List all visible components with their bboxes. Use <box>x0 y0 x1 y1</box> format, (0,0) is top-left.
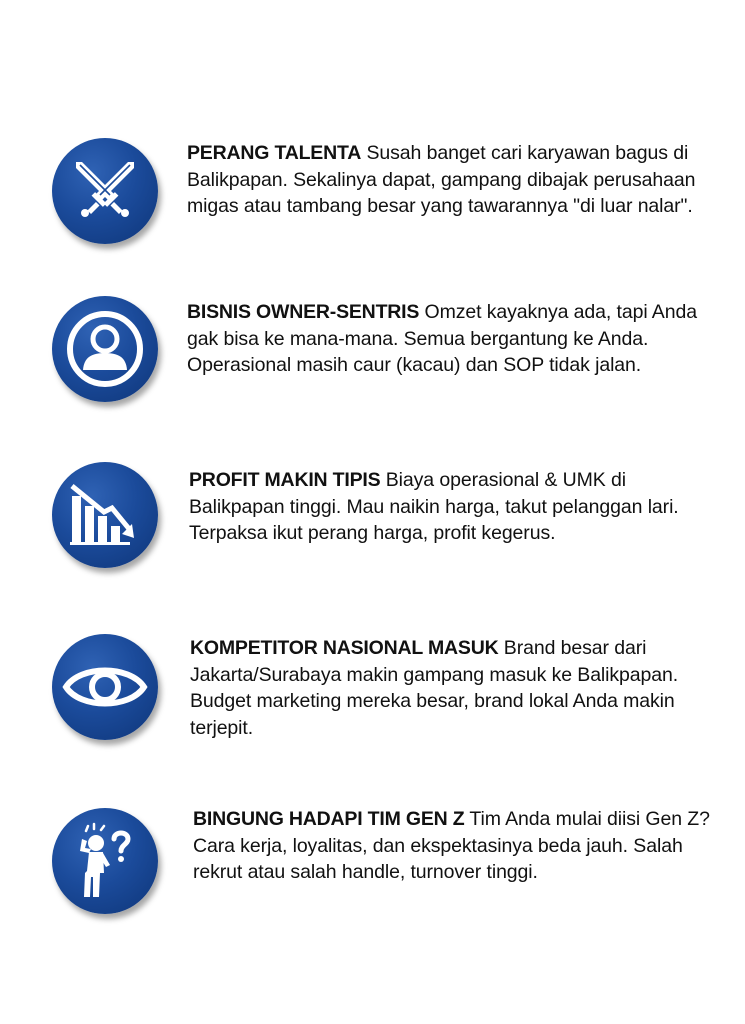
pain-point-body: Tim Anda mulai diisi Gen Z? Cara kerja, loyalitas, dan ekspektasinya beda jauh. Salah rekrut atau salah handle, turnover tinggi. <box>193 808 710 883</box>
pain-point-title: KOMPETITOR NASIONAL MASUK <box>190 637 499 659</box>
confused-person-icon <box>70 821 140 901</box>
pain-point-text <box>187 140 707 220</box>
pain-point-title: PERANG TALENTA <box>187 142 362 164</box>
icon-circle <box>52 462 158 568</box>
user-profile-icon <box>66 310 144 388</box>
pain-point-title: PROFIT MAKIN TIPIS <box>189 469 381 491</box>
pain-point-text <box>190 635 710 741</box>
icon-circle <box>52 808 158 914</box>
pain-point-title: BINGUNG HADAPI TIM GEN Z <box>193 808 465 830</box>
pain-point-text <box>187 299 707 379</box>
declining-chart-icon <box>68 480 142 550</box>
pain-point-text <box>189 467 709 547</box>
eye-icon <box>62 657 148 717</box>
pain-point-title: BISNIS OWNER-SENTRIS <box>187 301 420 323</box>
pain-point-body: Biaya operasional & UMK di Balikpapan tinggi. Mau naikin harga, takut pelanggan lari. Terpaksa ikut perang harga, profit kegerus. <box>189 469 679 544</box>
pain-point-text <box>193 806 713 886</box>
pain-point-body: Brand besar dari Jakarta/Surabaya makin gampang masuk ke Balikpapan. Budget marketing mereka besar, brand lokal Anda makin terjepit. <box>190 637 679 739</box>
icon-circle <box>52 634 158 740</box>
pain-point-body: Omzet kayaknya ada, tapi Anda gak bisa ke mana-mana. Semua bergantung ke Anda. Operasional masih caur (kacau) dan SOP tidak jalan. <box>187 301 697 376</box>
pain-point-body: Susah banget cari karyawan bagus di Balikpapan. Sekalinya dapat, gampang dibajak perusahaan migas atau tambang besar yang tawarannya "di luar nalar". <box>187 142 696 217</box>
icon-circle <box>52 296 158 402</box>
icon-circle <box>52 138 158 244</box>
crossed-swords-icon <box>70 156 140 226</box>
